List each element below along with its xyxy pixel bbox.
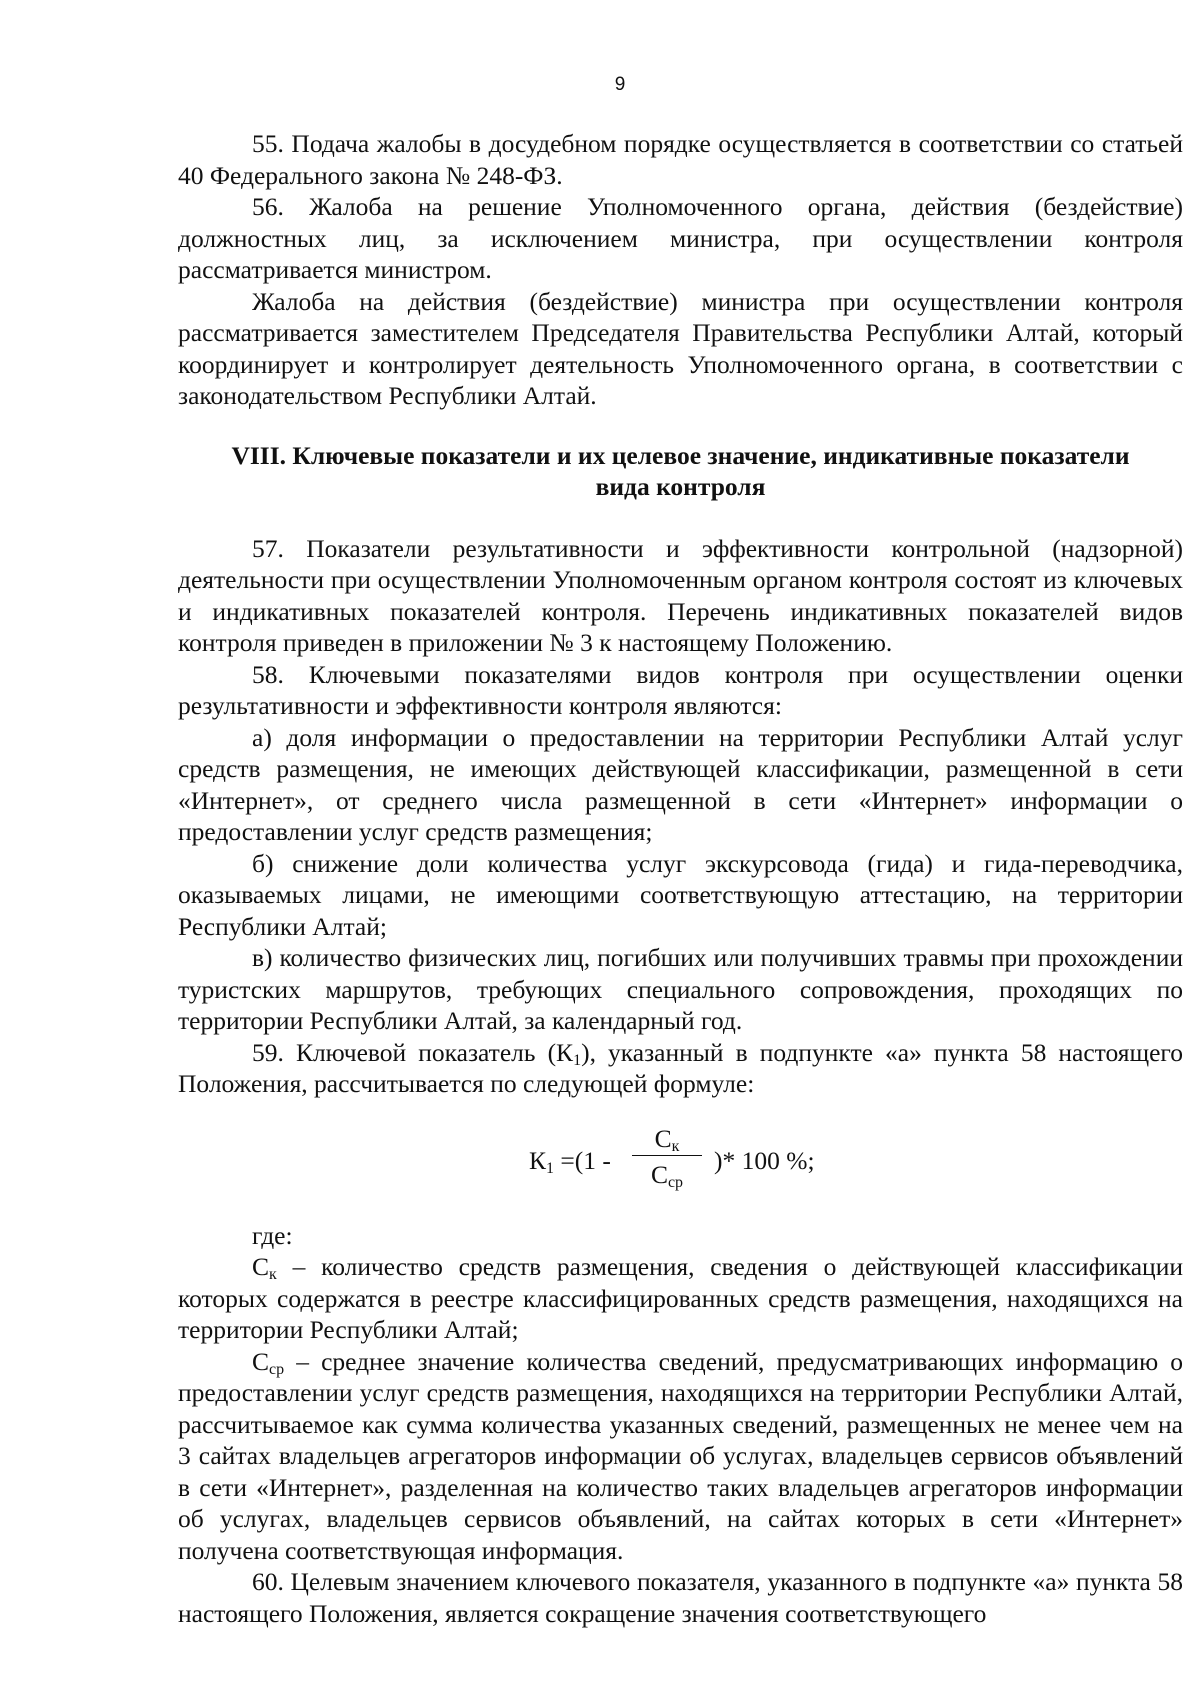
where-label: где: xyxy=(252,1220,293,1250)
formula-numerator-subscript: к xyxy=(671,1137,680,1155)
definition-ck-text: – количество средств размещения, сведения о действующей классификации которых содержатся в реестре классифицированных средств размещения, находящихся на территории Республики Алтай; xyxy=(178,1252,1183,1344)
formula-k-symbol: К xyxy=(529,1145,547,1175)
formula-numerator xyxy=(627,1122,707,1155)
paragraph-59-subscript: 1 xyxy=(573,1051,582,1069)
paragraph-57: 57. Показатели результативности и эффективности контрольной (надзорной) деятельности при осуществлении Уполномоченным органом контроля состоят из ключевых и индикативных показателей контроля. Перечень индикативных показателей видов контроля приведен в приложении № 3 к настоящему Положению. xyxy=(178,533,1183,657)
formula-k-subscript: 1 xyxy=(546,1159,555,1177)
formula-open: =(1 - xyxy=(554,1145,611,1175)
section-heading-line-2: вида контроля xyxy=(595,472,766,501)
page-number: 9 xyxy=(614,74,626,95)
paragraph-58: 58. Ключевыми показателями видов контроля при осуществлении оценки результативности и эффективности контроля являются: xyxy=(178,659,1183,720)
formula-denominator-subscript: ср xyxy=(667,1173,684,1191)
formula-fraction xyxy=(627,1122,707,1191)
definition-ccp-text: – среднее значение количества сведений, предусматривающих информацию о предоставлении услуг средств размещения, находящихся на территории Республики Алтай, рассчитываемое как сумма количества указанных сведений, размещенных не менее чем на 3 сайтах владельцев агрегаторов информации об услугах, владельцев сервисов объявлений в сети «Интернет», разделенная на количество таких владельцев агрегаторов информации об услугах, владельцев сервисов объявлений, на сайтах которых в сети «Интернет» получена соответствующая информация. xyxy=(178,1346,1183,1565)
paragraph-58-a: а) доля информации о предоставлении на территории Республики Алтай услуг средств размещения, не имеющих действующей классификации, размещенной в сети «Интернет», от среднего числа размещенной в сети «Интернет» информации о предоставлении услуг средств размещения; xyxy=(178,722,1183,846)
formula-k1 xyxy=(178,1122,1183,1202)
definition-ccp xyxy=(178,1346,1183,1567)
paragraph-59-start: 59. Ключевой показатель (К xyxy=(252,1037,574,1067)
definition-ck-symbol: С xyxy=(252,1252,270,1281)
section-heading xyxy=(178,440,1183,503)
paragraph-58-b: б) снижение доли количества услуг экскурсовода (гида) и гида-переводчика, оказываемых лицами, не имеющими соответствующую аттестацию, на территории Республики Алтай; xyxy=(178,848,1183,941)
definition-ccp-subscript: ср xyxy=(269,1360,285,1378)
fraction-bar xyxy=(632,1155,702,1156)
paragraph-60: 60. Целевым значением ключевого показателя, указанного в подпункте «а» пункта 58 настоящего Положения, является сокращение значения соответствующего xyxy=(178,1567,1183,1628)
definition-ck-subscript: к xyxy=(269,1266,277,1283)
paragraph-55: 55. Подача жалобы в досудебном порядке осуществляется в соответствии со статьей 40 Федерального закона № 248-ФЗ. xyxy=(178,129,1183,190)
formula-denominator xyxy=(627,1158,707,1191)
paragraph-56-continued: Жалоба на действия (бездействие) министра при осуществлении контроля рассматривается заместителем Председателя Правительства Республики Алтай, который координирует и контролирует деятельность Уполномоченного органа, в соответствии с законодательством Республики Алтай. xyxy=(178,286,1183,410)
formula-numerator-symbol: С xyxy=(654,1123,672,1153)
paragraph-58-c: в) количество физических лиц, погибших или получивших травмы при прохождении туристских маршрутов, требующих специального сопровождения, проходящих по территории Республики Алтай, за календарный год. xyxy=(178,943,1183,1035)
definition-ck xyxy=(178,1251,1183,1346)
formula-denominator-symbol: С xyxy=(650,1159,668,1189)
formula-rhs: )* 100 %; xyxy=(714,1145,815,1175)
definition-ccp-symbol: С xyxy=(252,1346,270,1376)
paragraph-59-end: ), указанный в подпункте «а» пункта 58 настоящего Положения, рассчитывается по следующей формуле: xyxy=(178,1037,1184,1098)
paragraph-59 xyxy=(178,1037,1183,1100)
document-body xyxy=(178,128,1183,1629)
paragraph-56: 56. Жалоба на решение Уполномоченного органа, действия (бездействие) должностных лиц, за исключением министра, при осуществлении контроля рассматривается министром. xyxy=(178,192,1183,284)
formula-lhs xyxy=(529,1145,611,1177)
section-heading-line-1: VIII. Ключевые показатели и их целевое значение, индикативные показатели xyxy=(231,440,1130,470)
